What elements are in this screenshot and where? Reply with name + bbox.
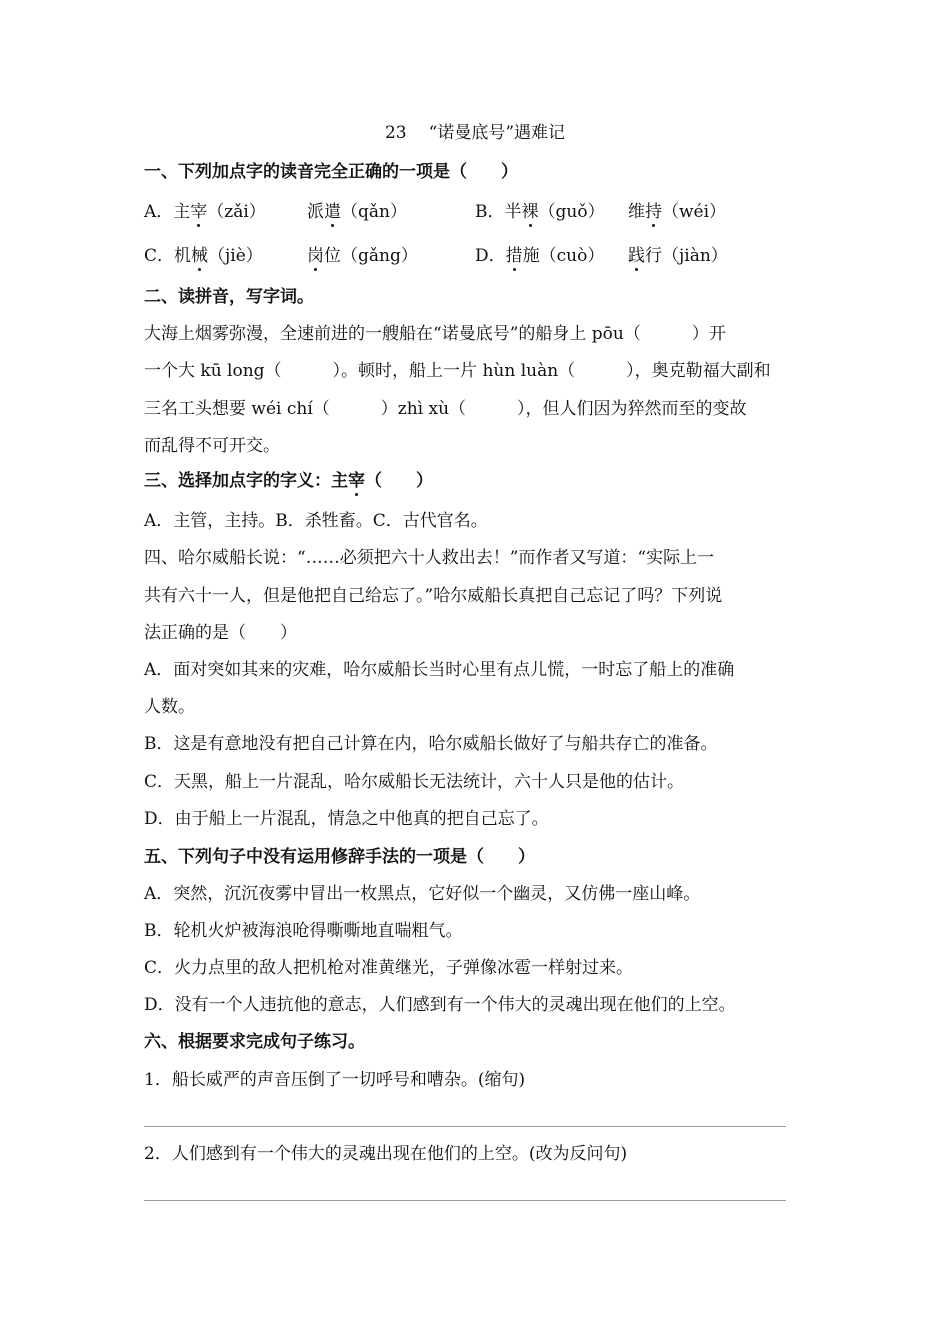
question-3-heading [144,469,433,493]
option-text: B．半 [475,202,522,222]
q1-option-b1 [475,200,605,224]
q1-option-d1 [475,244,604,268]
question-4-line: 法正确的是（ ） [144,623,297,643]
option-text: 行（jiàn） [645,246,728,266]
dotted-char: 遣 [324,202,341,222]
question-2-heading: 二、读拼音，写字词。 [144,287,314,307]
question-4-line: 四、哈尔威船长说：“……必须把六十人救出去！”而作者又写道：“实际上一 [144,548,715,568]
q5-option: B．轮机火炉被海浪呛得嘶嘶地直喘粗气。 [144,921,463,941]
question-4-line: 共有六十一人，但是他把自己给忘了。”哈尔威船长真把自己忘记了吗？下列说 [144,586,723,606]
lesson-title: “诺曼底号”遇难记 [428,123,566,143]
page-title [0,121,950,145]
q4-option: A．面对突如其来的灾难，哈尔威船长当时心里有点儿慌，一时忘了船上的准确 [144,660,735,680]
q4-option: D．由于船上一片混乱，情急之中他真的把自己忘了。 [144,809,549,829]
q2-text-line: 大海上烟雾弥漫，全速前进的一艘船在“诺曼底号”的船身上 pōu（ ）开 [144,324,726,344]
dotted-char: 宰 [190,202,208,222]
q1-option-c2 [307,244,418,268]
question-6-heading: 六、根据要求完成句子练习。 [144,1032,365,1052]
option-text: 施（cuò） [522,246,605,266]
q2-text-line: 一个大 kū long（ ）。顿时，船上一片 hùn luàn（ ），奥克勒福大副和 [144,361,771,381]
answer-line[interactable] [144,1200,786,1201]
option-text: C．机 [144,246,192,266]
q1-option-c1 [144,244,263,268]
q5-option: D．没有一个人违抗他的意志，人们感到有一个伟大的灵魂出现在他们的上空。 [144,995,736,1015]
question-5-heading: 五、下列句子中没有运用修辞手法的一项是（ ） [144,847,535,867]
option-text: 位（gǎng） [324,246,418,266]
q6-item: 1．船长威严的声音压倒了一切呼号和嘈杂。(缩句) [144,1070,526,1090]
q4-option: B．这是有意地没有把自己计算在内，哈尔威船长做好了与船共存亡的准备。 [144,734,718,754]
dotted-char: 践 [628,246,645,266]
q1-option-b2 [628,200,726,224]
dotted-char: 宰 [348,471,365,491]
dotted-char: 持 [645,202,662,222]
option-text: D． [475,246,506,266]
option-text: （guǒ） [538,202,605,222]
option-text: （jiè） [208,246,263,266]
question-1-heading: 一、下列加点字的读音完全正确的一项是（ ） [144,162,518,182]
heading-text: （ ） [365,471,433,491]
q5-option: A．突然，沉沉夜雾中冒出一枚黑点，它好似一个幽灵，又仿佛一座山峰。 [144,884,701,904]
option-text: 维 [628,202,645,222]
option-text: （zǎi） [207,202,266,222]
dotted-char: 岗 [307,246,324,266]
option-text: A．主 [144,202,191,222]
option-text: （qǎn） [341,202,407,222]
q4-option: C．天黑，船上一片混乱，哈尔威船长无法统计，六十人只是他的估计。 [144,772,685,792]
q4-option: 人数。 [144,697,195,717]
q3-options: A．主管，主持。B．杀牲畜。C．古代官名。 [144,511,488,531]
answer-line[interactable] [144,1126,786,1127]
q2-text-line: 三名工头想要 wéi chí（ ）zhì xù（ ），但人们因为猝然而至的变故 [144,399,747,419]
q2-text-line: 而乱得不可开交。 [144,436,280,456]
q6-item: 2．人们感到有一个伟大的灵魂出现在他们的上空。(改为反问句) [144,1144,628,1164]
dotted-char: 措 [505,246,523,266]
q1-option-d2 [628,244,728,268]
lesson-number: 23 [384,123,407,143]
dotted-char: 裸 [521,202,539,222]
option-text: （wéi） [662,202,727,222]
q1-option-a2 [307,200,407,224]
q1-option-a1 [144,200,266,224]
option-text: 派 [307,202,324,222]
q5-option: C．火力点里的敌人把机枪对准黄继光，子弹像冰雹一样射过来。 [144,958,634,978]
heading-text: 三、选择加点字的字义：主 [144,471,348,491]
dotted-char: 械 [191,246,209,266]
